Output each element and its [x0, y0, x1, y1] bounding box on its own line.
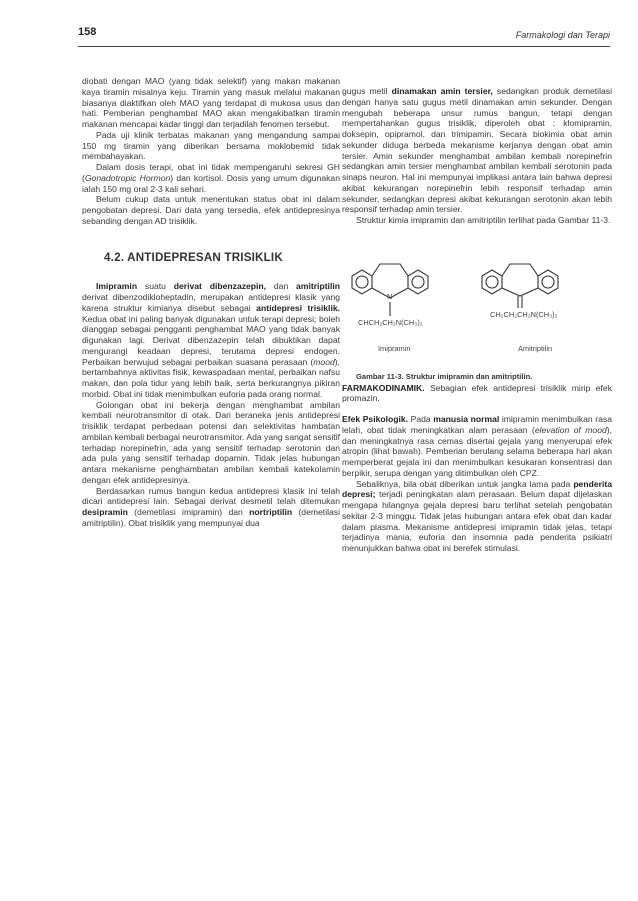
- section-label: FARMAKODINAMIK.: [342, 382, 425, 393]
- chemical-structure-figure: [342, 244, 612, 364]
- imipramin-label: Imipramin: [378, 343, 411, 353]
- imipramin-side-chain: CHCH₂CH₂N(CH₃)₂: [358, 317, 423, 327]
- text: Pada: [408, 414, 434, 424]
- text: ), bertambahnya aktivitas fisik, kewaspadaan mental, perbaikan nafsu makan, dan pola tidur yang lebih baik, serta berkurangnya pikiran morbid. Obat ini tidak menimbulkan euforia pada orang normal.: [82, 356, 340, 399]
- paragraph: Pada uji klinik terbatas makanan yang mengandung sampai 150 mg tiramin yang diberikan bersama moklobemid tidak membahayakan.: [82, 129, 340, 162]
- amitriptilin-label: Amitriptilin: [518, 343, 553, 353]
- running-title: Farmakologi dan Terapi: [515, 30, 610, 40]
- text: imipramin menimbulkan rasa lelah, obat tidak meningkatkan alam perasaan (: [342, 414, 612, 435]
- emphasis: mood: [313, 356, 335, 367]
- bold-term: nortriptilin: [249, 507, 293, 517]
- paragraph: Struktur kimia imipramin dan amitriptilin terlihat pada Gambar 11-3.: [356, 215, 611, 225]
- text: Sebagian efek antidepresi trisiklik mirip efek promazin.: [342, 382, 612, 404]
- text: derivat dibenzodikloheptadin, merupakan antidepresi klasik yang karena struktur kimianya disebut sebagai: [82, 292, 340, 313]
- text: dan: [266, 281, 297, 292]
- text: sedangkan produk demetilasi dengan hanya satu gugus metil dinamakan amin sekunder. Dengan mengubah beberapa unsur rumus bangun, tetapi dengan mempertahankan gugus trisiklik, diperoleh obat : klomipramin, doksepin, opipramol, dan trimipamin. Secara biokimia obat amin sekunder diduga berbeda mekanisme kerjanya dengan obat amin tersier. Amin sekunder menghambat ambilan kembali norepinefrin sedangkan amin tersier menghambat ambilan kembali serotonin pada sinaps neuron. Hal ini mempunyai implikasi antara lain bahwa depresi akibat kekurangan norepinefrin lebih responsif terhadap amin sekunder, sedangkan depresi akibat kekurangan serotonin akan lebih responsif terhadap amin tersier.: [342, 86, 612, 215]
- right-column: [342, 86, 612, 554]
- text: Dalam dosis terapi, obat ini tidak mempengaruhi sekresi GH (: [82, 162, 340, 183]
- text: (demetilasi amitriptilin). Obat trisiklik yang mempunyai dua: [82, 507, 340, 528]
- text: terjadi peningkatan alam perasaan. Belum dapat dijelaskan mengapa hilangnya gejala depresi baru terlihat setelah pengobatan sekitar 2-3 minggu. Tidak jelas hubungan antara efek obat dan kadar dalam plasma. Mekanisme antidepresi imipramin tidak jelas, tetapi terjadinya mania, euforia dan insomnia pada penderita psikiatri menunjukkan bahwa obat ini berefek stimulasi.: [342, 489, 612, 553]
- bold-term: amitriptilin: [296, 281, 340, 292]
- paragraph: Golongan obat ini bekerja dengan menghambat ambilan kembali neurotransmitor di otak. Dari beraneka jenis antidepresi trisiklik terdapat perbedaan potensi dan selektivitas hambatan ambilan kembali berbagai neurotransmitor. Ada yang sangat sensitif terhadap norepinefrin, ada yang sensitif terhadap serotonin dan ada pula yang sensitif terhadap dopamin. Tidak jelas hubungan antara mekanisme penghambatan ambilan kembali katekolamin dengan efek antidepresinya.: [82, 399, 340, 485]
- text: ) dan kortisol. Dosis yang umum digunakan ialah 150 mg oral 2-3 kali sehari.: [82, 172, 340, 194]
- bold-term: desipramin: [82, 507, 128, 517]
- page-number: 158: [78, 26, 97, 38]
- paragraph: [82, 162, 340, 194]
- paragraph: [342, 383, 612, 405]
- amitriptilin-side-chain: CH₂CH₂CH₂N(CH₃)₂: [490, 309, 558, 319]
- paragraph: [82, 281, 340, 399]
- nitrogen-atom-label: N: [387, 291, 393, 301]
- text: gugus metil: [342, 86, 392, 96]
- header-rule: [78, 46, 610, 47]
- paragraph: diobati dengan MAO (yang tidak selektif) yang makan makanan kaya tiramin misalnya keju. Tiramin yang masuk melalui makanan biasanya diaktifkan oleh MAO yang terdapat di mukosa usus dan hati. Pemberian penghambat MAO akan mengakibatkan tiramin makanan mencapai kadar tinggi dan terjadilah fenomen tersebut.: [82, 76, 340, 129]
- text: suatu: [137, 281, 174, 292]
- text: Sebaliknya, bila obat diberikan untuk jangka lama pada: [356, 478, 574, 489]
- section-heading: 4.2. ANTIDEPRESAN TRISIKLIK: [104, 250, 283, 264]
- left-column: [82, 76, 340, 529]
- text: ), dan meningkatnya rasa cemas disertai gejala yang menyerupai efek atropin (lihat bawah). Pemberian berulang selama beberapa hari akan memperberat gejala ini dan menimbulkan kesukaran konsentrasi dan berpikir, serupa dengan yang ditimbulkan oleh CPZ.: [342, 424, 612, 478]
- bold-term: Imipramin: [96, 281, 138, 292]
- emphasis: Gonadotropic Hormon: [84, 172, 171, 183]
- text: (demetilasi imipramin) dan: [127, 507, 250, 517]
- text: Berdasarkan rumus bangun kedua antidepresi klasik ini telah dicari antidepresi lain. Sebagai derivat desmetil telah ditemukan: [82, 485, 340, 507]
- paragraph: Belum cukup data untuk menentukan status obat ini dalam pengobatan depresi. Dari data yang tersedia, efek antidepresinya sebanding dengan AD trisiklik.: [82, 194, 340, 226]
- paragraph: [342, 414, 612, 479]
- bold-term: antidepresi trisiklik.: [256, 302, 341, 313]
- text: Kedua obat ini paling banyak digunakan untuk terapi depresi; boleh dianggap sebagai pengganti penghambat MAO yang tidak banyak digunakan lagi. Derivat dibenzazepin telah dibuktikan dapat mengurangi keadaan depresi, terutama depresi endogen. Perbaikan berwujud sebagai perbaikan suasana perasaan (: [82, 313, 340, 367]
- bold-term: manusia normal: [433, 414, 500, 424]
- emphasis: elevation of mood: [534, 424, 607, 435]
- bold-term: dinamakan amin tersier,: [391, 86, 493, 96]
- figure-caption: Gambar 11-3. Struktur imipramin dan amitriptilin.: [356, 371, 533, 381]
- paragraph: [342, 86, 612, 215]
- paragraph: [82, 486, 340, 529]
- subheading: Efek Psikologik.: [342, 414, 409, 424]
- bold-term: penderita depresi;: [342, 478, 612, 500]
- paragraph: [342, 479, 612, 554]
- bold-term: derivat dibenzazepin,: [173, 281, 267, 292]
